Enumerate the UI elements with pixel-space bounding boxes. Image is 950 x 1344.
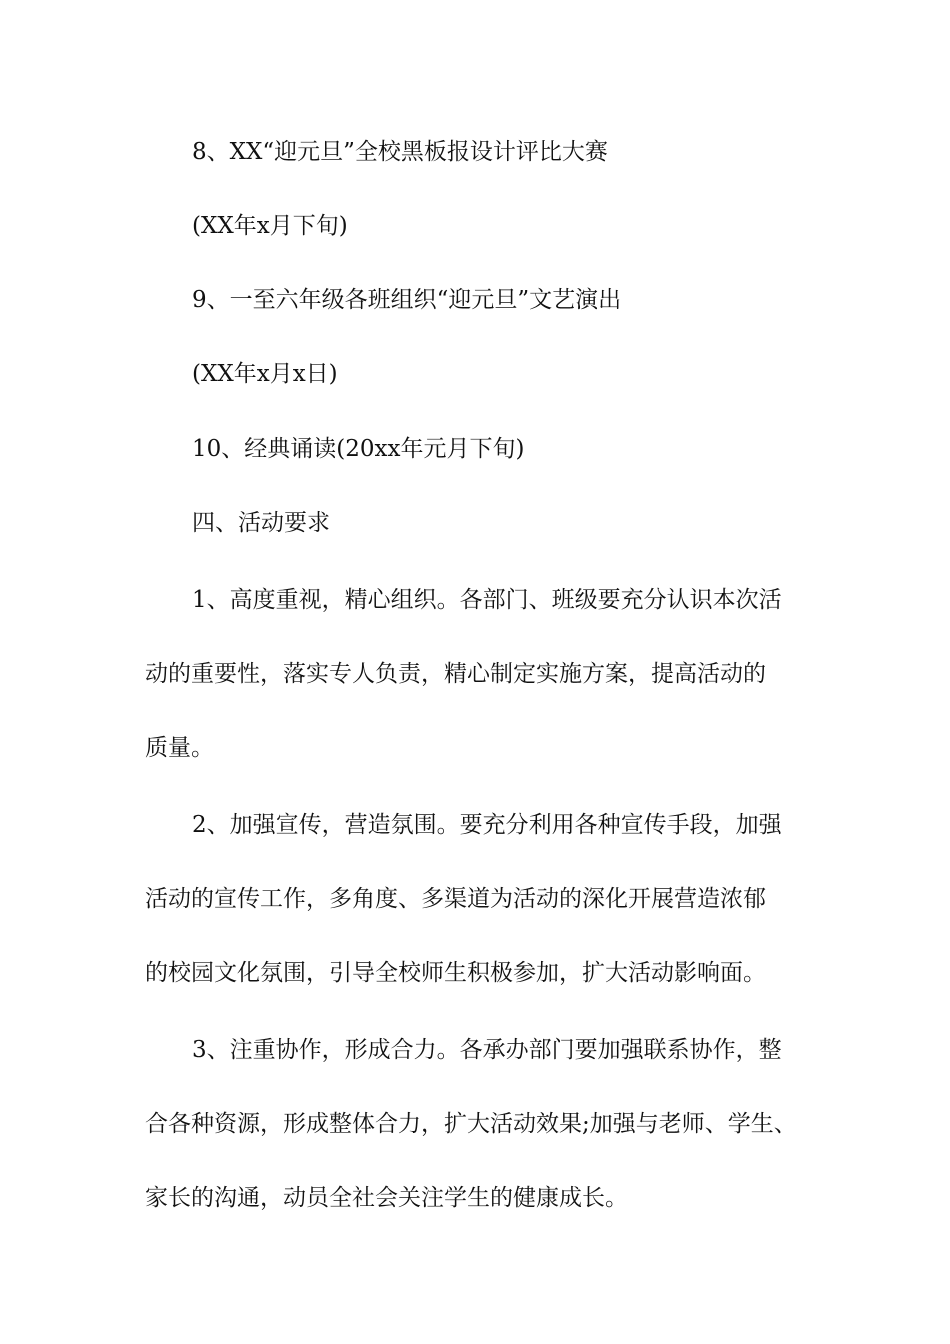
activity-item-9-date: (XX年x月x日): [192, 361, 338, 387]
requirement-2-line-3: 的校园文化氛围，引导全校师生积极参加，扩大活动影响面。: [145, 960, 766, 986]
requirement-1-line-2: 动的重要性，落实专人负责，精心制定实施方案，提高活动的: [145, 661, 766, 687]
activity-item-10: 10、经典诵读(20xx年元月下旬): [192, 436, 525, 462]
activity-item-8: 8、XX“迎元旦”全校黑板报设计评比大赛: [192, 139, 608, 165]
requirement-2-line-1: 2、加强宣传，营造氛围。要充分利用各种宣传手段，加强: [192, 812, 782, 838]
requirement-2-line-2: 活动的宣传工作，多角度、多渠道为活动的深化开展营造浓郁: [145, 886, 766, 912]
requirement-3-line-3: 家长的沟通，动员全社会关注学生的健康成长。: [145, 1185, 628, 1211]
requirement-3-line-2: 合各种资源，形成整体合力，扩大活动效果;加强与老师、学生、: [145, 1111, 797, 1137]
section-heading-requirements: 四、活动要求: [192, 510, 330, 536]
requirement-1-line-3: 质量。: [145, 735, 214, 761]
activity-item-9: 9、一至六年级各班组织“迎元旦”文艺演出: [192, 287, 622, 313]
requirement-3-line-1: 3、注重协作，形成合力。各承办部门要加强联系协作，整: [192, 1037, 782, 1063]
requirement-1-line-1: 1、高度重视，精心组织。各部门、班级要充分认识本次活: [192, 587, 782, 613]
activity-item-8-date: (XX年x月下旬): [192, 213, 348, 239]
